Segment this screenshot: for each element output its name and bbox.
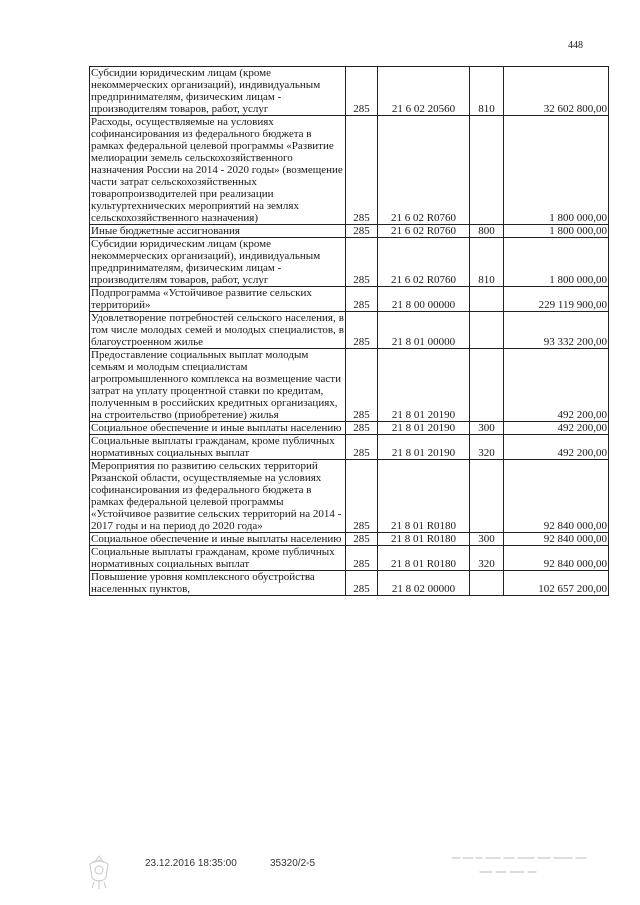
table-row xyxy=(90,460,609,533)
row-amount-cell: 492 200,00 xyxy=(504,435,609,460)
row-amount-cell: 1 800 000,00 xyxy=(504,116,609,225)
row-admin-code-cell: 285 xyxy=(346,238,378,287)
row-name-cell: Субсидии юридическим лицам (кроме некоммерческих организаций), индивидуальным предпринимателям, физическим лицам - производителям товаров, работ, услуг xyxy=(90,238,346,287)
row-name-cell: Иные бюджетные ассигнования xyxy=(90,225,346,238)
row-admin-code-cell: 285 xyxy=(346,460,378,533)
table-row xyxy=(90,349,609,422)
row-name-cell: Социальные выплаты гражданам, кроме публичных нормативных социальных выплат xyxy=(90,435,346,460)
table-row xyxy=(90,225,609,238)
row-expense-type-cell: 810 xyxy=(470,238,504,287)
row-admin-code-cell: 285 xyxy=(346,422,378,435)
row-amount-cell: 32 602 800,00 xyxy=(504,67,609,116)
row-name-cell: Социальное обеспечение и иные выплаты населению xyxy=(90,533,346,546)
row-admin-code-cell: 285 xyxy=(346,67,378,116)
row-amount-cell: 492 200,00 xyxy=(504,422,609,435)
table-row xyxy=(90,546,609,571)
footer-faint-stamp xyxy=(450,852,590,882)
row-name-cell: Социальные выплаты гражданам, кроме публичных нормативных социальных выплат xyxy=(90,546,346,571)
row-name-cell: Подпрограмма «Устойчивое развитие сельских территорий» xyxy=(90,287,346,312)
row-target-article-cell: 21 6 02 R0760 xyxy=(378,225,470,238)
row-name-cell: Субсидии юридическим лицам (кроме некоммерческих организаций), индивидуальным предпринимателям, физическим лицам - производителям товаров, работ, услуг xyxy=(90,67,346,116)
row-admin-code-cell: 285 xyxy=(346,287,378,312)
row-amount-cell: 92 840 000,00 xyxy=(504,460,609,533)
row-amount-cell: 492 200,00 xyxy=(504,349,609,422)
row-expense-type-cell xyxy=(470,287,504,312)
row-expense-type-cell: 320 xyxy=(470,435,504,460)
row-target-article-cell: 21 8 01 20190 xyxy=(378,422,470,435)
row-amount-cell: 92 840 000,00 xyxy=(504,546,609,571)
table-row xyxy=(90,571,609,596)
row-target-article-cell: 21 6 02 R0760 xyxy=(378,116,470,225)
row-amount-cell: 1 800 000,00 xyxy=(504,225,609,238)
row-expense-type-cell xyxy=(470,116,504,225)
table-row xyxy=(90,116,609,225)
row-expense-type-cell xyxy=(470,312,504,349)
row-amount-cell: 92 840 000,00 xyxy=(504,533,609,546)
row-target-article-cell: 21 8 02 00000 xyxy=(378,571,470,596)
row-target-article-cell: 21 6 02 20560 xyxy=(378,67,470,116)
table-row xyxy=(90,312,609,349)
row-admin-code-cell: 285 xyxy=(346,435,378,460)
row-admin-code-cell: 285 xyxy=(346,312,378,349)
table-row xyxy=(90,238,609,287)
row-target-article-cell: 21 8 00 00000 xyxy=(378,287,470,312)
row-expense-type-cell xyxy=(470,349,504,422)
row-name-cell: Предоставление социальных выплат молодым семьям и молодым специалистам агропромышленного комплекса на возмещение части затрат на уплату процентной ставки по кредитам, полученным в российских кредитных организациях, на строительство (приобретение) жилья xyxy=(90,349,346,422)
footer-doc-number: 35320/2-5 xyxy=(270,858,316,869)
row-name-cell: Мероприятия по развитию сельских территорий Рязанской области, осуществляемые на условиях софинансирования из федерального бюджета в рамках федеральной целевой программы «Устойчивое развитие сельских территорий на 2014 - 2017 годы и на период до 2020 года» xyxy=(90,460,346,533)
row-target-article-cell: 21 8 01 R0180 xyxy=(378,533,470,546)
row-expense-type-cell xyxy=(470,571,504,596)
budget-table xyxy=(89,66,609,596)
row-expense-type-cell: 300 xyxy=(470,533,504,546)
row-target-article-cell: 21 8 01 20190 xyxy=(378,349,470,422)
row-admin-code-cell: 285 xyxy=(346,571,378,596)
row-admin-code-cell: 285 xyxy=(346,349,378,422)
row-expense-type-cell xyxy=(470,460,504,533)
row-amount-cell: 229 119 900,00 xyxy=(504,287,609,312)
row-expense-type-cell: 810 xyxy=(470,67,504,116)
row-amount-cell: 93 332 200,00 xyxy=(504,312,609,349)
row-expense-type-cell: 320 xyxy=(470,546,504,571)
table-row xyxy=(90,533,609,546)
row-target-article-cell: 21 8 01 20190 xyxy=(378,435,470,460)
budget-table-body xyxy=(90,67,609,596)
table-row xyxy=(90,287,609,312)
page-number: 448 xyxy=(568,40,583,51)
row-amount-cell: 102 657 200,00 xyxy=(504,571,609,596)
row-target-article-cell: 21 6 02 R0760 xyxy=(378,238,470,287)
row-target-article-cell: 21 8 01 00000 xyxy=(378,312,470,349)
row-admin-code-cell: 285 xyxy=(346,116,378,225)
row-name-cell: Удовлетворение потребностей сельского населения, в том числе молодых семей и молодых специалистов, в благоустроенном жилье xyxy=(91,312,344,348)
row-target-article-cell: 21 8 01 R0180 xyxy=(378,460,470,533)
row-admin-code-cell: 285 xyxy=(346,225,378,238)
table-row xyxy=(90,435,609,460)
table-row xyxy=(90,422,609,435)
row-target-article-cell: 21 8 01 R0180 xyxy=(378,546,470,571)
footer-date: 23.12.2016 18:35:00 xyxy=(145,858,237,869)
row-name-cell: Расходы, осуществляемые на условиях софинансирования из федерального бюджета в рамках федеральной целевой программы «Развитие мелиорации земель сельскохозяйственного назначения России на 2014 - 2020 годы» (возмещение части затрат сельскохозяйственных товаропроизводителей при реализации культуртехнических мероприятий на землях сельскохозяйственного назначения) xyxy=(90,116,346,225)
row-amount-cell: 1 800 000,00 xyxy=(504,238,609,287)
footer-emblem-icon xyxy=(80,852,118,892)
row-expense-type-cell: 300 xyxy=(470,422,504,435)
table-row xyxy=(90,67,609,116)
row-admin-code-cell: 285 xyxy=(346,533,378,546)
row-name-cell: Социальное обеспечение и иные выплаты населению xyxy=(90,422,346,435)
row-expense-type-cell: 800 xyxy=(470,225,504,238)
row-admin-code-cell: 285 xyxy=(346,546,378,571)
row-name-cell: Повышение уровня комплексного обустройства населенных пунктов, xyxy=(90,571,346,596)
